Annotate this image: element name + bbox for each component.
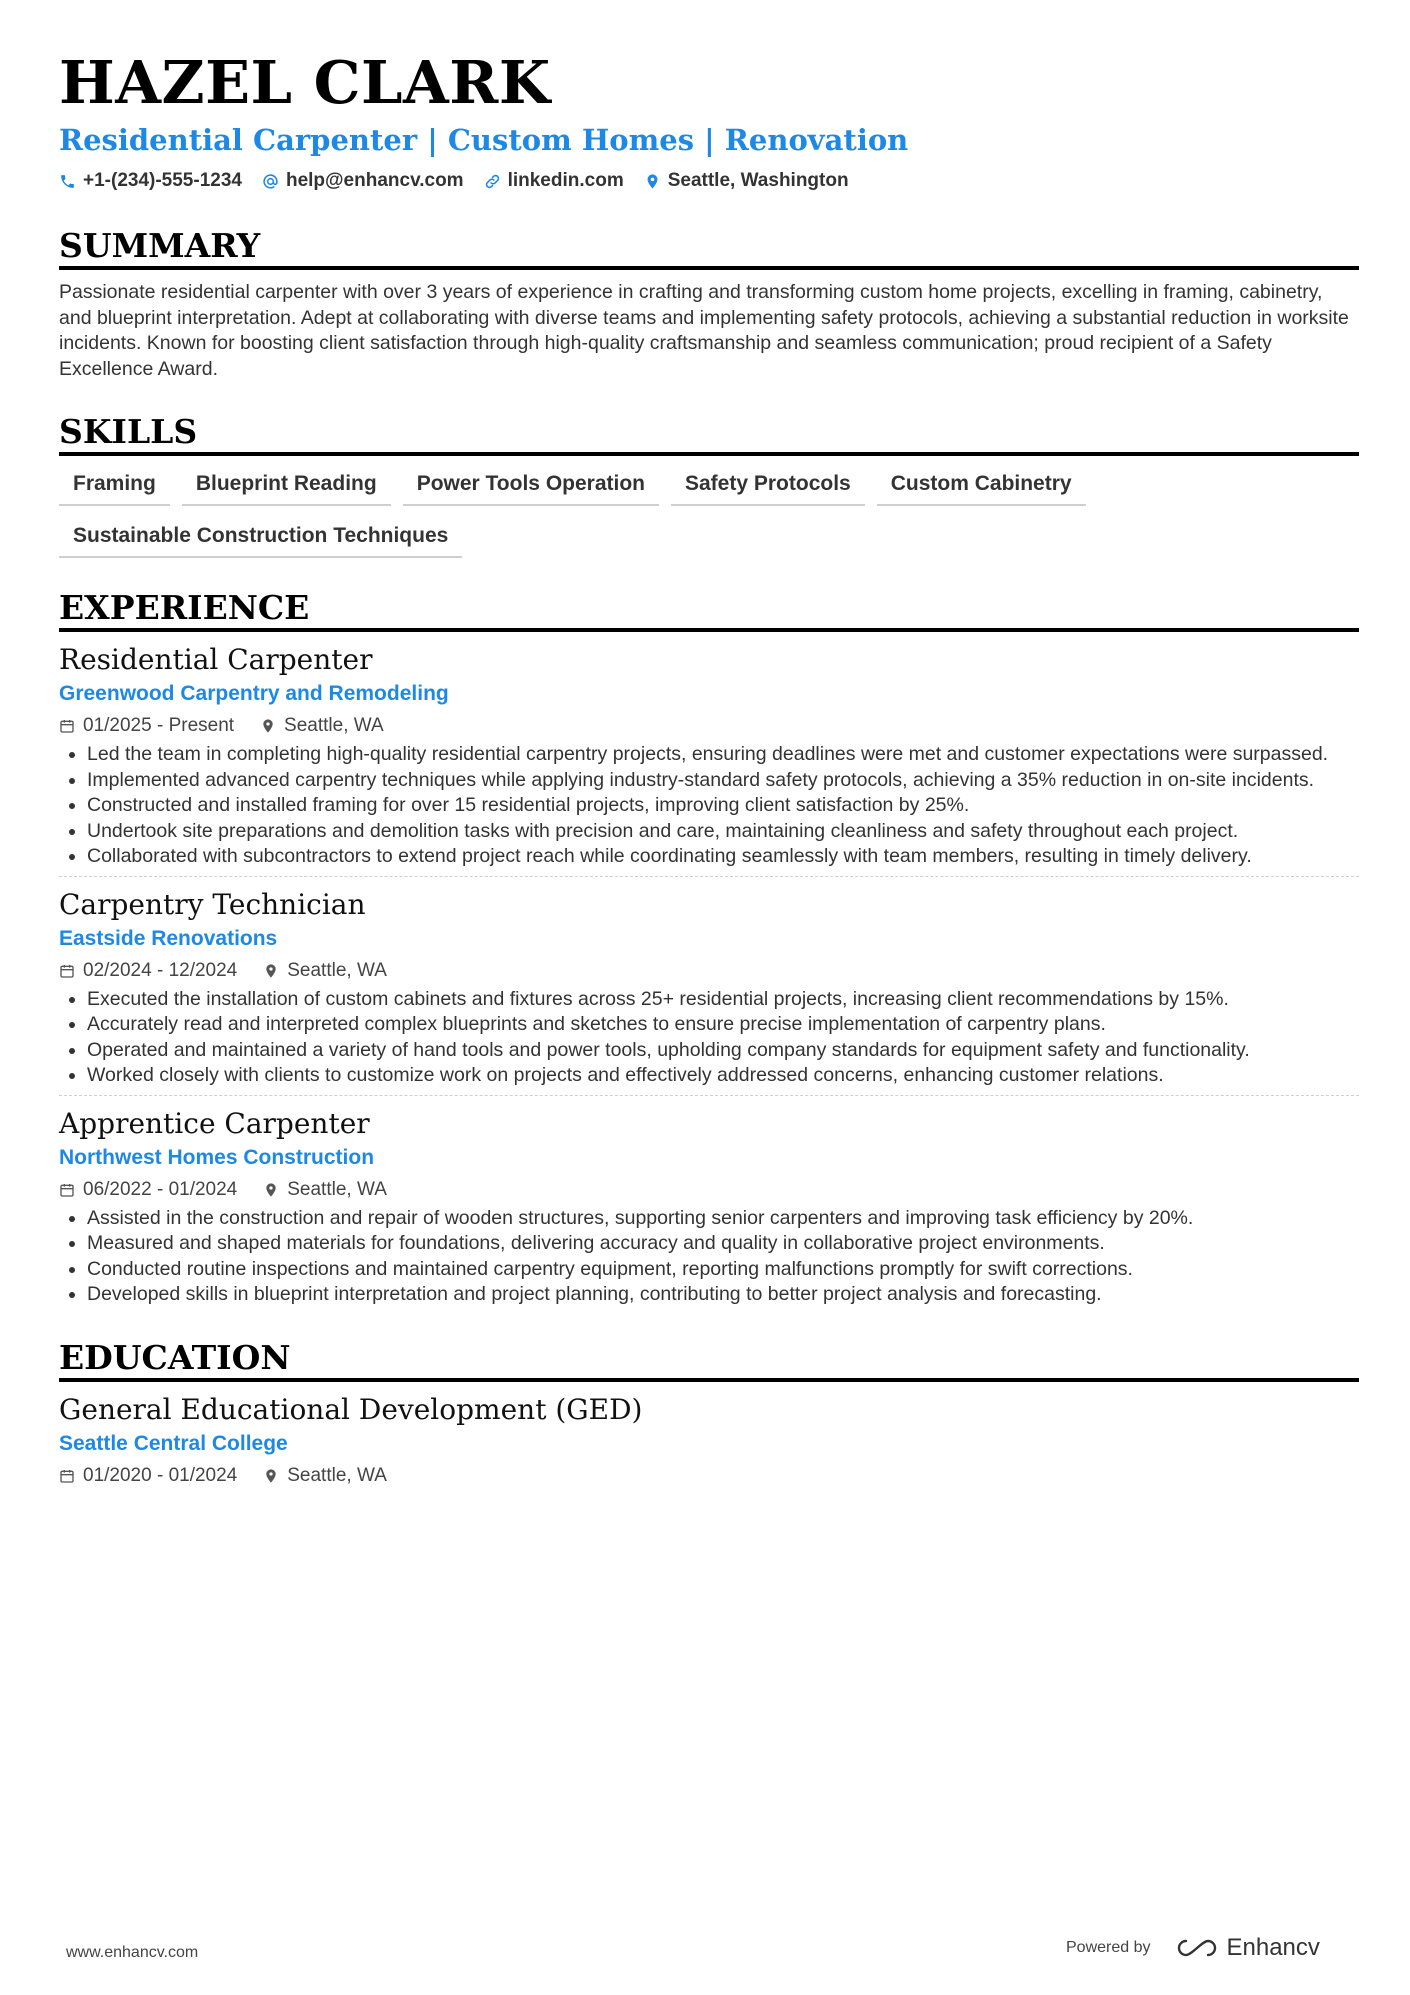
- job-location-text: Seattle, WA: [284, 715, 384, 736]
- footer-website[interactable]: www.enhancv.com: [66, 1944, 199, 1961]
- job-meta: [59, 714, 1359, 738]
- phone-icon: [59, 173, 76, 190]
- location-text: Seattle, Washington: [667, 170, 849, 191]
- degree-title: General Educational Development (GED): [59, 1392, 643, 1426]
- bullet-item: • Worked closely with clients to customize work on projects and effectively addressed concerns, enhancing customer relations.: [87, 1063, 1359, 1089]
- enhancv-logo[interactable]: [1175, 1934, 1320, 1962]
- link-icon: [484, 173, 501, 190]
- job-dates: [59, 959, 237, 983]
- job-location: [260, 714, 384, 738]
- skill-tag: Sustainable Construction Techniques: [59, 518, 462, 558]
- company-name: Eastside Renovations: [59, 926, 278, 950]
- entry-divider: [59, 876, 1359, 877]
- location-pin-icon: [644, 173, 661, 190]
- location-pin-icon: [263, 1468, 279, 1484]
- skills-section: [59, 412, 1359, 558]
- phone-text: +1-(234)-555-1234: [83, 170, 242, 191]
- infinity-logo-icon: [1175, 1937, 1219, 1959]
- education-meta: [59, 1464, 1359, 1488]
- entry-divider: [59, 1095, 1359, 1096]
- bullet-item: • Collaborated with subcontractors to extend project reach while coordinating seamlessly with team members, resulting in timely delivery.: [87, 844, 1359, 870]
- summary-section: [59, 226, 1359, 382]
- job-meta: [59, 959, 1359, 983]
- experience-entry: [59, 887, 1359, 1096]
- job-dates-text: 06/2022 - 01/2024: [83, 1178, 238, 1200]
- education-dates: [59, 1464, 237, 1488]
- summary-title: SUMMARY: [59, 226, 1359, 270]
- job-title: Apprentice Carpenter: [59, 1106, 370, 1140]
- job-location-text: Seattle, WA: [287, 959, 387, 981]
- bullet-item: • Constructed and installed framing for over 15 residential projects, improving client satisfaction by 25%.: [87, 793, 1359, 819]
- job-dates: [59, 1178, 237, 1202]
- education-title: EDUCATION: [59, 1338, 1359, 1382]
- bullet-item: • Measured and shaped materials for foundations, delivering accuracy and quality in collaborative project environments.: [87, 1231, 1359, 1257]
- powered-by-text: Powered by: [1066, 1939, 1151, 1956]
- calendar-icon: [59, 1468, 75, 1484]
- education-location-text: Seattle, WA: [287, 1464, 387, 1486]
- skills-title: SKILLS: [59, 412, 1359, 456]
- location-pin-icon: [263, 1182, 279, 1198]
- contact-bar: [59, 170, 1359, 192]
- skill-tag: Power Tools Operation: [403, 466, 659, 506]
- job-title: Residential Carpenter: [59, 643, 373, 676]
- summary-text: Passionate residential carpenter with over 3 years of experience in crafting and transforming custom home projects, excelling in framing, cabinetry, and blueprint interpretation. Adept at collaborating with diverse teams and implementing safety protocols, achieving a substantial reduction in worksite incidents. Known for boosting client satisfaction through high-quality craftsmanship and seamless communication; proud recipient of a Safety Excellence Award.: [59, 281, 1349, 380]
- bullet-item: • Operated and maintained a variety of hand tools and power tools, upholding company standards for equipment safety and functionality.: [87, 1038, 1359, 1064]
- school-name: Seattle Central College: [59, 1431, 288, 1455]
- resume-page: [59, 50, 1359, 1488]
- experience-section: [59, 588, 1359, 1308]
- job-meta: [59, 1178, 1359, 1202]
- bullet-item: • Executed the installation of custom cabinets and fixtures across 25+ residential projects, increasing client recommendations by 15%.: [87, 987, 1359, 1013]
- contact-phone[interactable]: [59, 170, 242, 192]
- job-location: [263, 1178, 387, 1202]
- skill-tag: Framing: [59, 466, 170, 506]
- footer-branding: [1066, 1934, 1320, 1962]
- bullet-item: • Assisted in the construction and repair of wooden structures, supporting senior carpenters and improving task efficiency by 20%.: [87, 1206, 1359, 1232]
- experience-entry: [59, 1106, 1359, 1308]
- job-location-text: Seattle, WA: [287, 1178, 387, 1200]
- email-text: help@enhancv.com: [285, 170, 464, 191]
- location-pin-icon: [263, 963, 279, 979]
- headline: Residential Carpenter | Custom Homes | Renovation: [59, 123, 909, 157]
- company-name: Greenwood Carpentry and Remodeling: [59, 682, 449, 705]
- bullet-item: • Implemented advanced carpentry techniques while applying industry-standard safety protocols, achieving a 35% reduction in on-site incidents.: [87, 768, 1359, 794]
- skill-tag: Safety Protocols: [671, 466, 865, 506]
- job-location: [263, 959, 387, 983]
- company-name: Northwest Homes Construction: [59, 1145, 375, 1169]
- calendar-icon: [59, 1182, 75, 1198]
- brand-name: Enhancv: [1226, 1934, 1320, 1961]
- location-pin-icon: [260, 718, 276, 734]
- experience-title: EXPERIENCE: [59, 588, 1359, 632]
- bullet-item: • Conducted routine inspections and maintained carpentry equipment, reporting malfunctions promptly for swift corrections.: [87, 1257, 1359, 1283]
- job-bullets: [59, 987, 1359, 1089]
- contact-email[interactable]: [262, 170, 464, 192]
- job-dates-text: 01/2025 - Present: [83, 715, 235, 736]
- job-bullets: [59, 1206, 1359, 1308]
- contact-linkedin[interactable]: [484, 170, 624, 192]
- education-location: [263, 1464, 387, 1488]
- job-dates-text: 02/2024 - 12/2024: [83, 959, 238, 981]
- job-bullets: [59, 742, 1359, 870]
- experience-entry: [59, 642, 1359, 877]
- bullet-item: • Undertook site preparations and demolition tasks with precision and care, maintaining cleanliness and safety throughout each project.: [87, 819, 1359, 845]
- education-section: [59, 1338, 1359, 1488]
- skill-tag: Blueprint Reading: [182, 466, 391, 506]
- bullet-item: • Accurately read and interpreted complex blueprints and sketches to ensure precise implementation of carpentry plans.: [87, 1012, 1359, 1038]
- bullet-item: • Developed skills in blueprint interpretation and project planning, contributing to better project analysis and forecasting.: [87, 1282, 1359, 1308]
- linkedin-text: linkedin.com: [507, 170, 624, 191]
- job-dates: [59, 714, 234, 738]
- calendar-icon: [59, 963, 75, 979]
- at-icon: [262, 173, 279, 190]
- contact-location: [644, 170, 849, 192]
- calendar-icon: [59, 718, 75, 734]
- skills-list: [59, 466, 1359, 558]
- candidate-name: HAZEL CLARK: [59, 48, 551, 117]
- job-title: Carpentry Technician: [59, 887, 366, 921]
- education-dates-text: 01/2020 - 01/2024: [83, 1464, 238, 1486]
- bullet-item: • Led the team in completing high-quality residential carpentry projects, ensuring deadlines were met and customer expectations were surpassed.: [87, 742, 1359, 768]
- skill-tag: Custom Cabinetry: [877, 466, 1086, 506]
